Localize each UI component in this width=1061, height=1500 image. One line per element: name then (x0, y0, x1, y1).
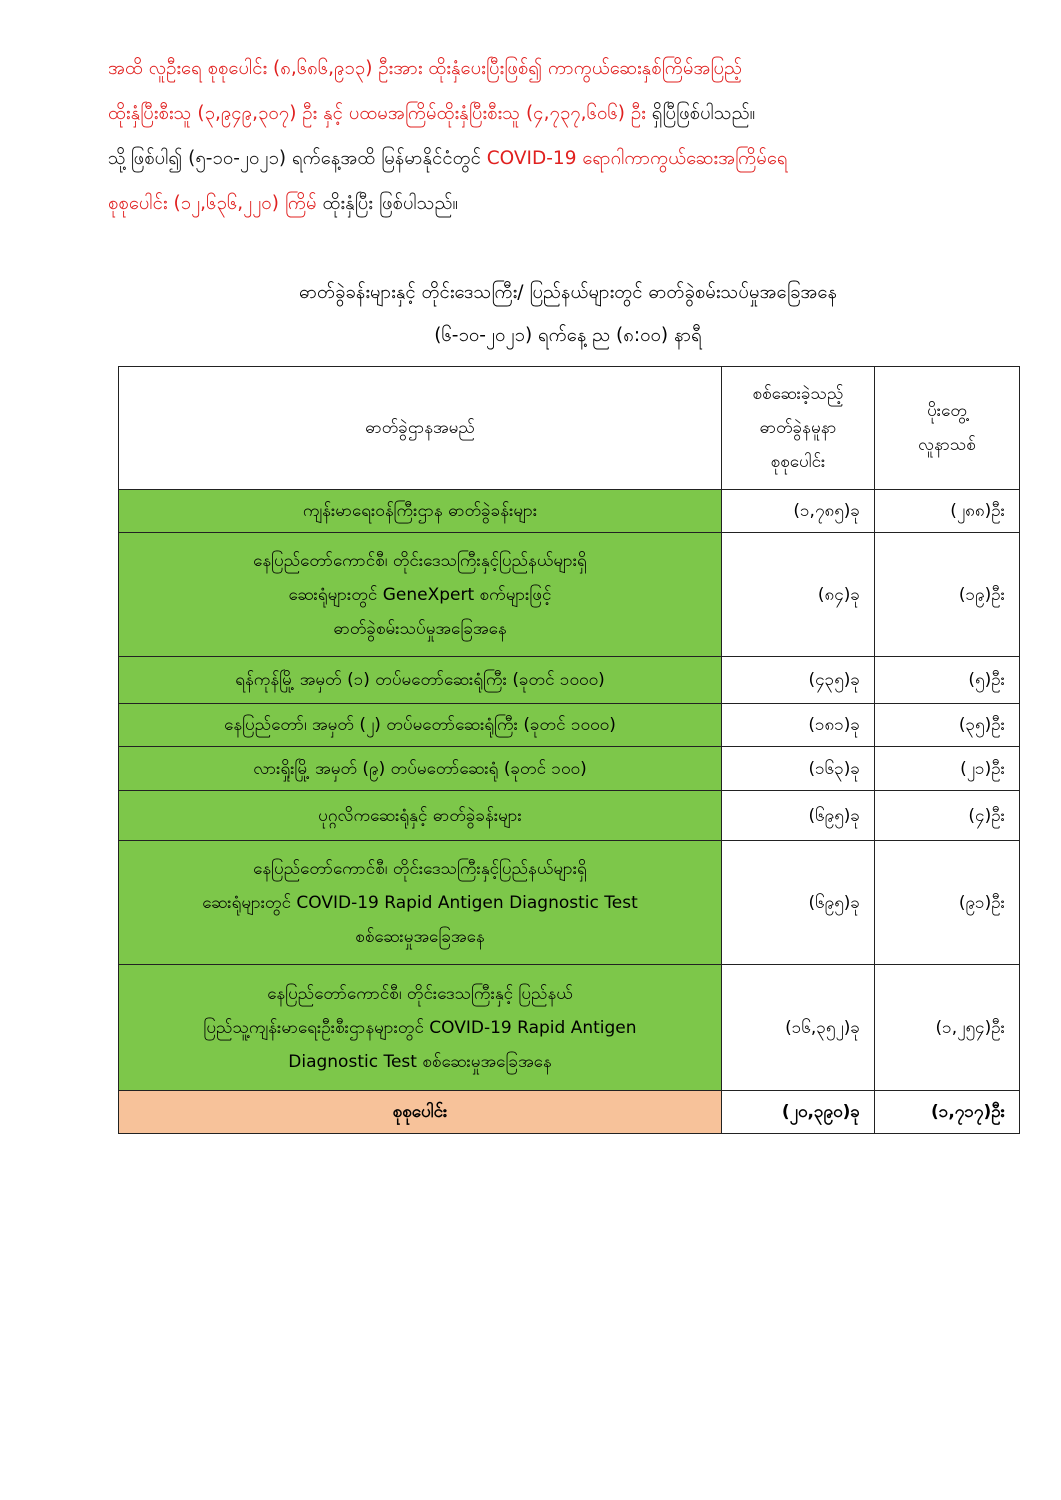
total-cases-cell: (၁,၇၁၇)ဦး (875, 1091, 1020, 1134)
intro-text: အထိ လူဦးရေ စုစုပေါင်း (၈,၆၈၆,၉၁၃) ဦးအား ထိုးနှံပေးပြီးဖြစ်၍ ကာကွယ်ဆေးနှစ်ကြိမ်အပြည့် (108, 58, 742, 79)
intro-paragraph (108, 46, 1028, 226)
intro-text-red: စုစုပေါင်း (၁၂,၆၃၆,၂၂၀) ကြိမ် (108, 193, 317, 214)
lab-results-table (118, 366, 1020, 1134)
section-subtitle: (၆-၁၀-၂၀၂၁) ရက်နေ့ ည (၈:၀၀) နာရီ (434, 325, 702, 346)
cases-cell: (၂၈၈)ဦး (875, 490, 1020, 533)
tested-cell: (၄၃၅)ခု (722, 657, 875, 704)
header-lab-name: ဓာတ်ခွဲဌာနအမည် (119, 367, 722, 490)
tested-cell: (၁၆၃)ခု (722, 747, 875, 791)
table-row (119, 747, 1020, 791)
lab-name-cell: ပုဂ္ဂလိကဆေးရုံနှင့် ဓာတ်ခွဲခန်းများ (119, 791, 722, 841)
tested-cell: (၁၆,၃၅၂)ခု (722, 965, 875, 1091)
intro-text-red: COVID-19 ရောဂါကာကွယ်ဆေးအကြိမ်ရေ (486, 148, 788, 169)
total-label-cell: စုစုပေါင်း (119, 1091, 722, 1134)
table-row (119, 533, 1020, 657)
intro-line-3 (108, 136, 1028, 181)
cases-cell: (၅)ဦး (875, 657, 1020, 704)
intro-line-1 (108, 46, 1028, 91)
table-row (119, 657, 1020, 704)
lab-name-cell: လားရှိုးမြို့ အမှတ် (၉) တပ်မတော်ဆေးရုံ (ခုတင် ၁၀၀) (119, 747, 722, 791)
lab-name-cell: နေပြည်တော်၊ အမှတ် (၂) တပ်မတော်ဆေးရုံကြီး (ခုတင် ၁၀၀၀) (119, 704, 722, 747)
tested-cell: (၆၉၅)ခု (722, 841, 875, 965)
intro-text-black: ထိုးနှံပြီး ဖြစ်ပါသည်။ (316, 193, 459, 214)
table-row (119, 704, 1020, 747)
cases-cell: (၃၅)ဦး (875, 704, 1020, 747)
table-row (119, 791, 1020, 841)
header-new-cases: ပိုးတွေ့ လူနာသစ် (875, 367, 1020, 490)
table-row (119, 490, 1020, 533)
cases-cell: (၁၉)ဦး (875, 533, 1020, 657)
cases-cell: (၂၁)ဦး (875, 747, 1020, 791)
cases-cell: (၄)ဦး (875, 791, 1020, 841)
tested-cell: (၁၈၁)ခု (722, 704, 875, 747)
table-row (119, 965, 1020, 1091)
lab-name-cell: ရန်ကုန်မြို့ အမှတ် (၁) တပ်မတော်ဆေးရုံကြီး (ခုတင် ၁၀၀၀) (119, 657, 722, 704)
lab-name-cell: ကျန်းမာရေးဝန်ကြီးဌာန ဓာတ်ခွဲခန်းများ (119, 490, 722, 533)
total-row (119, 1091, 1020, 1134)
lab-name-cell: နေပြည်တော်ကောင်စီ၊ တိုင်းဒေသကြီးနှင့်ပြည်နယ်များရှိ ဆေးရုံများတွင် COVID-19 Rapid Antigen Diagnostic Test စစ်ဆေးမှုအခြေအနေ (119, 841, 722, 965)
total-tested-cell: (၂၀,၃၉၀)ခု (722, 1091, 875, 1134)
cases-cell: (၁,၂၅၄)ဦး (875, 965, 1020, 1091)
intro-line-2 (108, 91, 1028, 136)
intro-text-black: သို့ဖြစ်ပါ၍ (၅-၁၀-၂၀၂၁) ရက်နေ့အထိ မြန်မာနိုင်ငံတွင် (108, 148, 487, 169)
intro-text-black: ရှိပြီဖြစ်ပါသည်။ (651, 103, 756, 124)
lab-name-cell: နေပြည်တော်ကောင်စီ၊ တိုင်းဒေသကြီးနှင့် ပြည်နယ် ပြည်သူ့ကျန်းမာရေးဦးစီးဌာနများတွင် COVID-19 Rapid Antigen Diagnostic Test စစ်ဆေးမှုအခြေအနေ (119, 965, 722, 1091)
section-title: ဓာတ်ခွဲခန်းများနှင့် တိုင်းဒေသကြီး/ ပြည်နယ်များတွင် ဓာတ်ခွဲစမ်းသပ်မှုအခြေအနေ (298, 282, 838, 303)
tested-cell: (၆၉၅)ခု (722, 791, 875, 841)
intro-text-red: ထိုးနှံပြီးစီးသူ (၃,၉၄၉,၃၀၇) ဦး နှင့် ပထမအကြိမ်ထိုးနှံပြီးစီးသူ (၄,၇၃၇,၆၀၆) ဦး (108, 103, 652, 124)
table-row (119, 841, 1020, 965)
intro-line-4 (108, 181, 1028, 226)
tested-cell: (၈၄)ခု (722, 533, 875, 657)
table-header-row (119, 367, 1020, 490)
cases-cell: (၉၁)ဦး (875, 841, 1020, 965)
tested-cell: (၁,၇၈၅)ခု (722, 490, 875, 533)
header-tested-samples: စစ်ဆေးခဲ့သည့် ဓာတ်ခွဲနမူနာ စုစုပေါင်း (722, 367, 875, 490)
lab-name-cell: နေပြည်တော်ကောင်စီ၊ တိုင်းဒေသကြီးနှင့်ပြည်နယ်များရှိ ဆေးရုံများတွင် GeneXpert စက်များဖြင့် ဓာတ်ခွဲစမ်းသပ်မှုအခြေအနေ (119, 533, 722, 657)
